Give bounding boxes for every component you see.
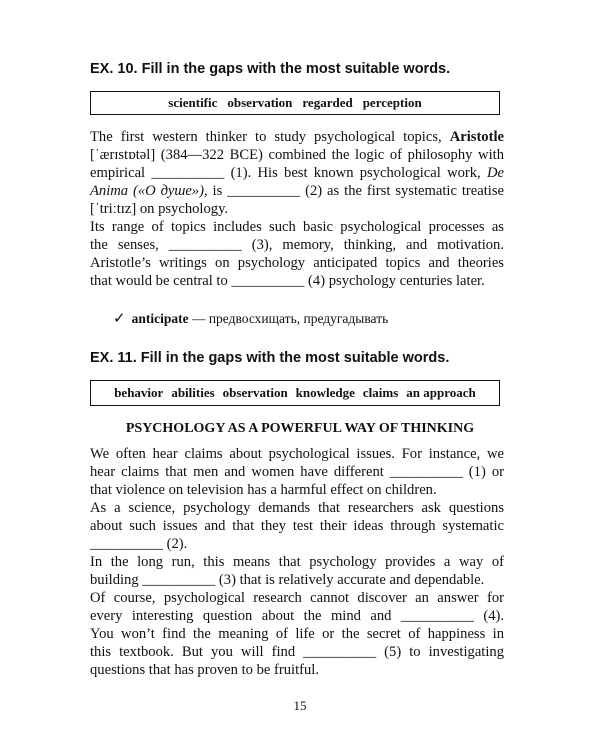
checkmark-icon: ✓ [113,309,126,327]
section-heading: PSYCHOLOGY AS A POWERFUL WAY OF THINKING [125,421,475,436]
text-line: empirical __________ (1). His best known psychological work, De [90,165,504,181]
text-line: Of course, psychological research cannot discover an answer for [90,590,504,606]
exercise-11-word-box [90,380,500,406]
text-line: that would be central to __________ (4) psychology centuries later. [90,273,485,289]
word-bank-item: scientific [168,95,218,110]
text-line: the senses, __________ (3), memory, thinking, and motivation. [90,237,504,253]
text-line: this textbook. But you will find __________ (5) to investigating [90,644,504,660]
text-line: You won’t find the meaning of life or the secret of happiness in [90,626,504,642]
word-bank-item: regarded [302,95,353,110]
text-line: As a science, psychology demands that researchers ask questions [90,500,504,516]
text-line: questions that has proven to be fruitful. [90,662,319,678]
text-line: The first western thinker to study psychological topics, Aristotle [90,129,504,145]
word-bank-item: observation [222,385,288,400]
word-bank-item: an approach [406,385,476,400]
text-line: __________ (2). [90,536,188,552]
exercise-11-text [90,445,504,679]
note-definition: — предвосхищать, предугадывать [188,311,389,326]
exercise-11-title: EX. 11. Fill in the gaps with the most suitable words. [90,350,450,366]
vocabulary-note [113,309,388,327]
text-line: Aristotle’s writings on psychology anticipated topics and theories [90,255,504,271]
word-bank-item: behavior [114,385,164,400]
word-bank-item: knowledge [295,385,355,400]
text-line: hear claims that men and women have different __________ (1) or [90,464,504,480]
text-line: Anima («О душе»), is __________ (2) as the first systematic treatise [90,183,504,199]
text-line: every interesting question about the mind and __________ (4). [90,608,504,624]
page-number: 15 [293,698,307,713]
word-bank-item: observation [227,95,293,110]
exercise-10-title: EX. 10. Fill in the gaps with the most suitable words. [90,61,451,77]
text-line: Its range of topics includes such basic psychological processes as [90,219,504,235]
text-line: In the long run, this means that psychology provides a way of [90,554,504,570]
text-line: about such issues and that they test their ideas through systematic [90,518,504,534]
text-line: [ˈtriːtɪz] on psychology. [90,201,229,217]
word-bank-item: perception [362,95,422,110]
word-bank-item: abilities [171,385,215,400]
word-bank-item: claims [362,385,399,400]
exercise-10-text [90,128,504,290]
text-line: building __________ (3) that is relatively accurate and dependable. [90,572,485,588]
text-line: that violence on television has a harmful effect on children. [90,482,437,498]
exercise-10-word-box [90,91,500,115]
text-line: [ˈærɪstɒtəl] (384—322 BCE) combined the logic of philosophy with [90,147,504,163]
text-line: We often hear claims about psychological issues. For instance, we [90,446,504,462]
note-term: anticipate [131,311,189,326]
